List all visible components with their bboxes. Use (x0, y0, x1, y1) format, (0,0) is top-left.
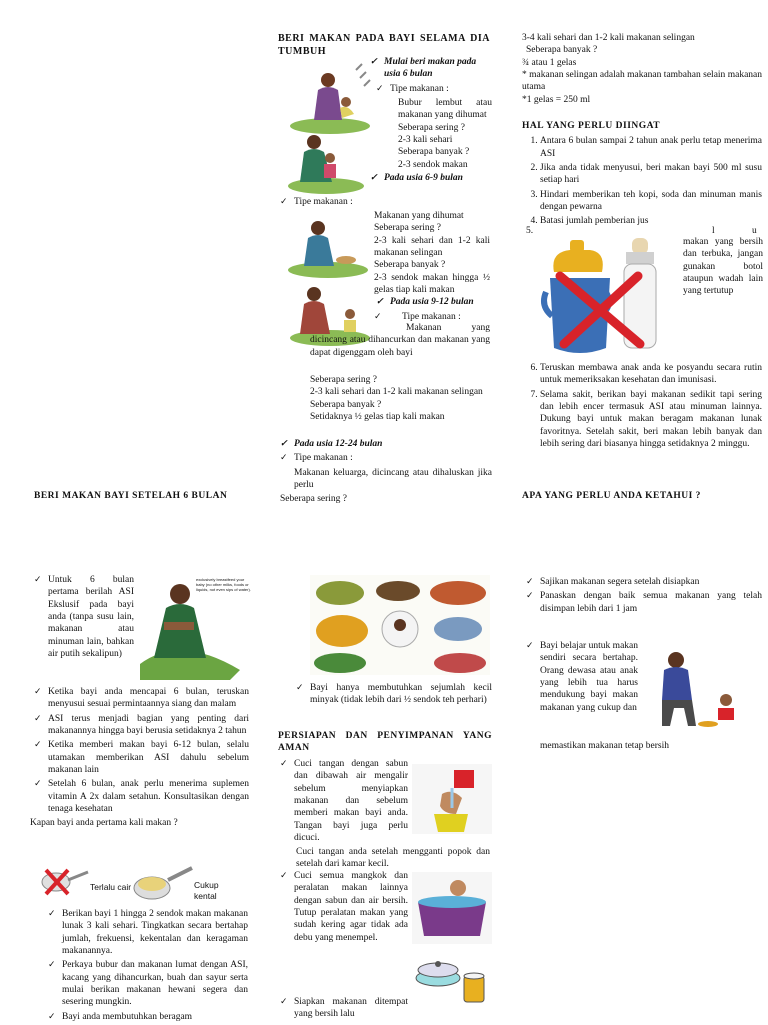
age69-type-text: Makanan yang dihumat (374, 211, 464, 221)
breastfeed-item: ✓ Untuk 6 bulan pertama berilah ASI Ekslusif pada bayi anda (tanpa susu lain, makanan atau minuman lain, bahkan air putih sekalipun) (34, 574, 134, 660)
age69-type-label: ✓ Tipe makanan : (280, 196, 492, 208)
remember-item-1: 1. Antara 6 bulan sampai 2 tahun anak perlu tetap menerima ASI (540, 135, 762, 160)
remember-item-7: 7. Selama sakit, berikan bayi makanan sedikit tapi sering dan lebih encer termasuk ASI atau minuman lainnya. Dukung bayi untuk makan beragam makanan lunak favoritnya. Setelah sakit, beri makan lebih banyak dan lebih sering dari biasanya hingga setidaknya 2 minggu. (540, 389, 762, 451)
age912-amt-a: Setidaknya ½ gelas tiap kali makan (310, 412, 445, 423)
remember-item-6: 6. Teruskan membawa anak anda ke posyandu secara rutin untuk memeriksakan kesehatan dan imunisasi. (540, 362, 762, 387)
thick-porridge-spoon-icon (130, 864, 194, 904)
breastfeed-caption: exclusively breastfeed your baby (no other milks, foods or liquids, not even sips of water). (196, 577, 251, 592)
p2-line4: * makanan selingan adalah makanan tambahan selain makanan utama (522, 70, 762, 93)
remember-item-2: 2. Jika anda tidak menyusui, beri makan bayi 500 ml susu setiap hari (540, 162, 762, 187)
age69-freq-a: 2-3 kali sehari dan 1-2 kali makanan selingan (374, 235, 490, 259)
mother-child-illustration (286, 128, 370, 198)
wash-dishes-item: ✓ Cuci semua mangkok dan peralatan makan lainnya dengan sabun dan air bersih. Tutup peralatan makan yang sudah kering agar tidak ada debu yang menempel. (280, 870, 408, 944)
panel-feeding-growth (278, 32, 493, 505)
food-groups-illustration (310, 575, 490, 675)
age912-type-label: ✓ Tipe makanan : (374, 311, 490, 323)
age912-freq-q: Seberapa sering ? (310, 375, 377, 385)
after6-item-4: ✓ Setelah 6 bulan, anak perlu menerima suplemen vitamin A 2x dalam setahun. Konsultasikan dengan tenaga kesehatan (34, 778, 249, 815)
age1224-type-label: ✓ Tipe makanan : (280, 452, 492, 464)
know-item-2: ✓ Panaskan dengan baik semua makanan yang telah disimpan lebih dari 1 jam (526, 590, 762, 615)
cup-and-bottle-crossed-icon (540, 232, 680, 362)
too-thin-label: Terlalu cair (90, 882, 132, 892)
after6-item-6: ✓ Perkaya bubur dan makanan lumat dengan ASI, kacang yang dihancurkan, buah dan sayur serta mulai berikan makanan hewani segera dan sesering mungkin. (48, 959, 248, 1008)
p2-line3: ¾ atau 1 gelas (522, 57, 577, 68)
p2-heading: HAL YANG PERLU DIINGAT (522, 121, 661, 132)
dish-washing-icon (412, 872, 492, 944)
age1224-freq-q: Seberapa sering ? (280, 494, 347, 505)
after6-item-7: ✓ Bayi anda membutuhkan beragam (48, 1011, 248, 1023)
panel4-heading: PERSIAPAN DAN PENYIMPANAN YANG AMAN (278, 731, 492, 754)
panel5-heading: APA YANG PERLU ANDA KETAHUI ? (522, 491, 701, 501)
thin-porridge-spoon-crossed-icon (40, 864, 90, 898)
age912-freq-a: 2-3 kali sehari dan 1-2 kali makanan selingan (310, 387, 483, 398)
remember-item-4: 4. Batasi jumlah pemberian jus (540, 215, 762, 227)
after6-item-3: ✓ Ketika memberi makan bayi 6-12 bulan, selalu utamakan memberikan ASI dahulu sebelum makanan lain (34, 739, 249, 776)
remember-item-5-letter-l: l (712, 226, 715, 236)
after6-item-1: ✓ Ketika bayi anda mencapai 6 bulan, teruskan menyusui sesuai permintaannya siang dan malam (34, 686, 249, 711)
remember-item-5-num: 5. (526, 226, 534, 236)
mother-preparing-illustration (286, 212, 370, 282)
age6-title: ✓ Mulai beri makan pada usia 6 bulan (370, 56, 492, 81)
know-item-3: ✓ Bayi belajar untuk makan sendiri secara bertahap. Orang dewasa atau anak yang lebih tua harus mendukung bayi makan makanan yang cukup dan (526, 640, 638, 714)
after6-item-2: ✓ ASI terus menjadi bagian yang penting dari makanannya hingga bayi berusia setidaknya 2 tahun (34, 713, 249, 738)
know-item-3-cont: memastikan makanan tetap bersih (540, 741, 669, 751)
hand-washing-icon (412, 764, 492, 834)
age6-freq-a: 2-3 kali sehari (398, 135, 453, 146)
wash-hands-item: ✓ Cuci tangan dengan sabun dan dibawah air mengalir sebelum menyiapkan makanan dan sebelum memberi makan bayi anda. Tangan bayi juga perlu dicuci. (280, 758, 408, 844)
age6-amt-q: Seberapa banyak ? (398, 147, 470, 158)
wash-hands-after: Cuci tangan anda setelah mengganti popok dan setelah dari kamar kecil. (296, 847, 490, 870)
panel1-heading: BERI MAKAN PADA BAYI SELAMA DIA TUMBUH (278, 33, 490, 57)
father-child-eating-illustration (642, 650, 752, 730)
age6-amt-a: 2-3 sendok makan (398, 159, 468, 170)
age912-amt-q: Seberapa banyak ? (310, 399, 382, 410)
p2-line1: 3-4 kali sehari dan 1-2 kali makanan selingan (522, 33, 695, 43)
panel3-heading: BERI MAKAN BAYI SETELAH 6 BULAN (34, 491, 228, 501)
age1224-title: ✓ Pada usia 12-24 bulan (280, 438, 492, 450)
age6-type-label: ✓ Tipe makanan : (376, 83, 492, 95)
oil-item: ✓ Bayi hanya membutuhkan sejumlah kecil minyak (tidak lebih dari ½ sendok teh perhari) (296, 682, 492, 707)
age6-freq-q: Seberapa sering ? (398, 122, 465, 133)
after6-item-5: ✓ Berikan bayi 1 hingga 2 sendok makan makanan lunak 3 kali sehari. Tingkatkan secara bertahap jumlah, frekuensi, kekentalan dan keragaman makanannya. (48, 908, 248, 957)
age69-amt-a: 2-3 sendok makan hingga ½ gelas tiap kali makan (374, 272, 490, 296)
age912-type-text: Makanan yang dicincang atau dihancurkan dan makanan yang dapat digenggam oleh bayi (310, 323, 490, 358)
prepare-clean-item: ✓ Siapkan makanan ditempat yang bersih lalu (280, 996, 408, 1021)
covered-food-storage-icon (412, 948, 492, 1010)
p2-line5: *1 gelas = 250 ml (522, 94, 591, 105)
first-meal-question: Kapan bayi anda pertama kali makan ? (30, 818, 178, 829)
age69-title: ✓ Pada usia 6-9 bulan (370, 172, 492, 184)
age69-freq-q: Seberapa sering ? (374, 223, 441, 234)
p2-line2: Seberapa banyak ? (526, 45, 598, 56)
remember-item-3: 3. Hindari memberikan teh kopi, soda dan minuman manis dengan pewarna (540, 189, 762, 214)
remember-item-5-text: makan yang bersih dan terbuka, jangan gunakan botol ataupun wadah lain yang tertutup (683, 237, 763, 297)
age69-amt-q: Seberapa banyak ? (374, 260, 446, 271)
thick-enough-label: Cukup kental (194, 880, 219, 902)
age1224-type-text: Makanan keluarga, dicincang atau dihaluskan jika perlu (294, 467, 492, 491)
age912-title: ✓ Pada usia 9-12 bulan (376, 296, 490, 308)
age6-type-text: Bubur lembut atau makanan yang dihumat (398, 98, 492, 121)
remember-item-5-letter-u: u (752, 226, 757, 236)
know-item-1: ✓ Sajikan makanan segera setelah disiapkan (526, 576, 762, 588)
